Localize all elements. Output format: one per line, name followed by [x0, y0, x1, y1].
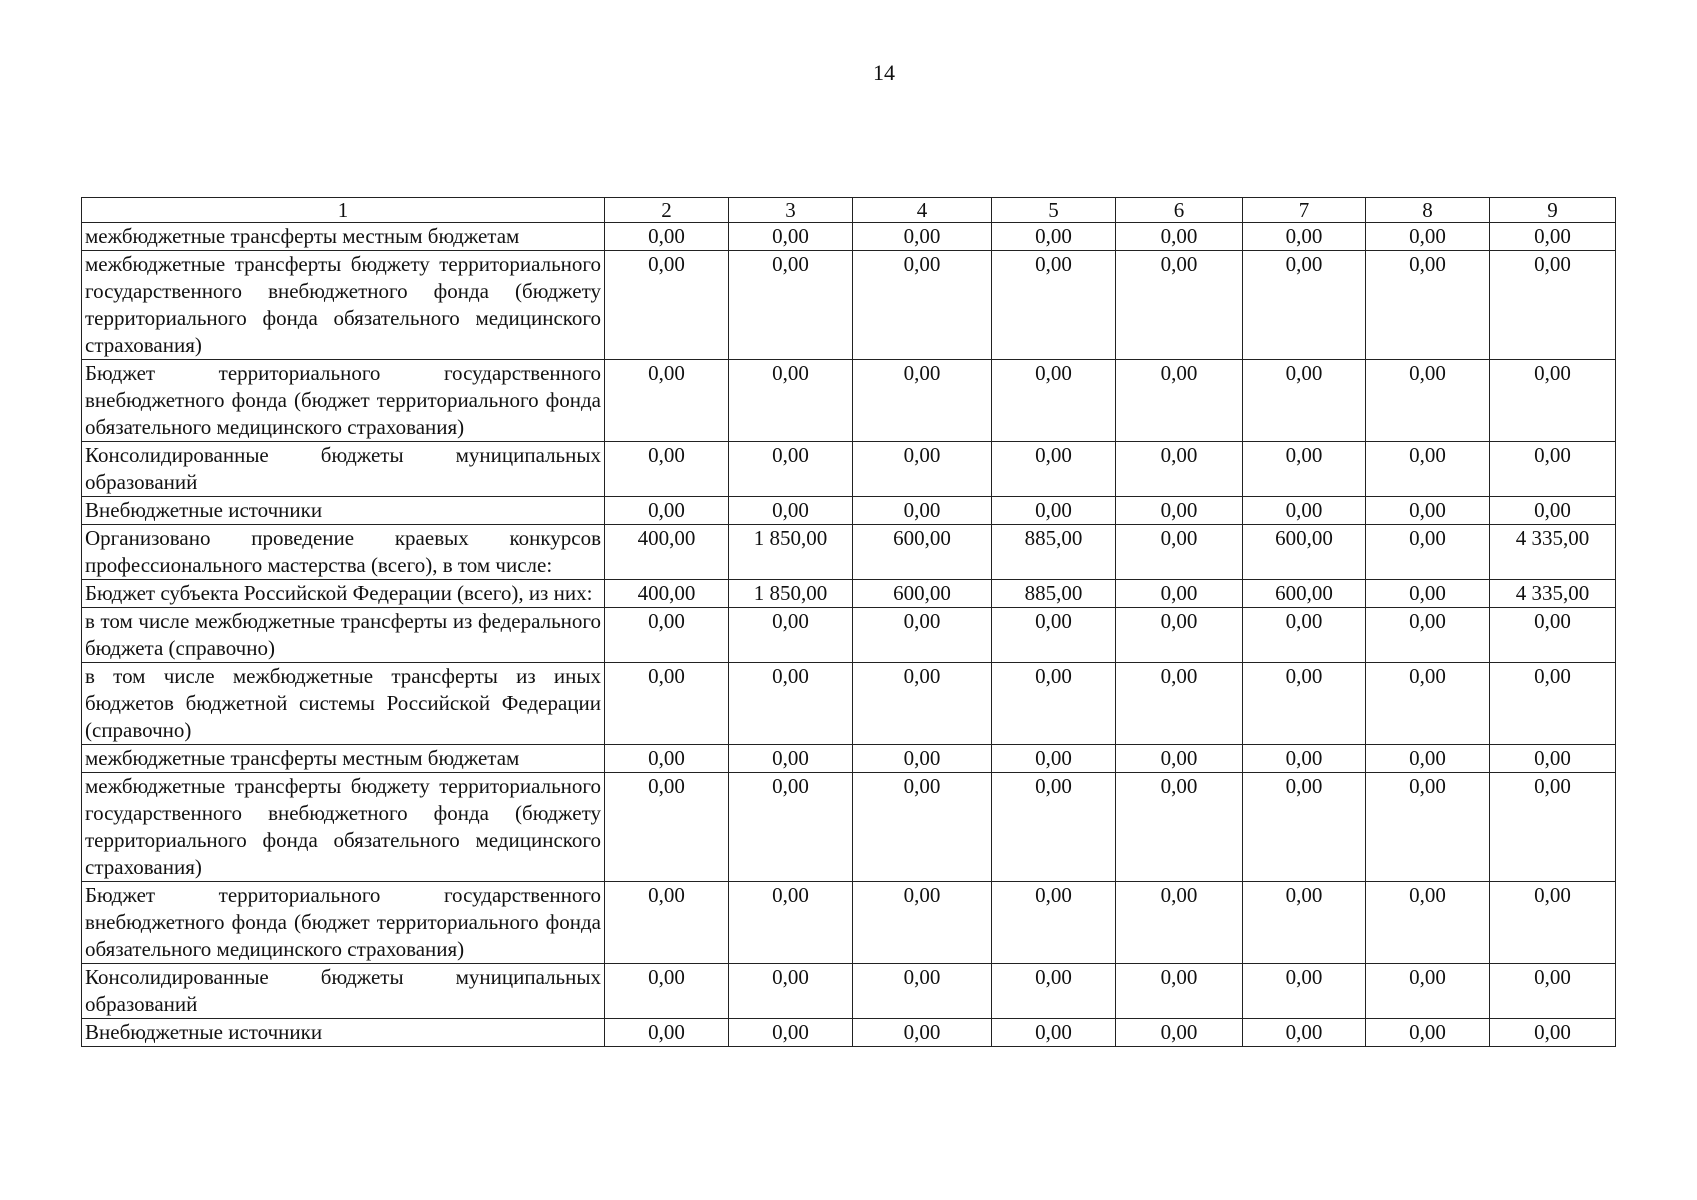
row-value: 0,00	[1366, 442, 1490, 497]
column-header: 4	[853, 198, 992, 223]
row-value: 0,00	[1243, 608, 1366, 663]
row-value: 0,00	[729, 882, 853, 964]
row-value: 0,00	[1243, 882, 1366, 964]
row-value: 400,00	[605, 525, 729, 580]
row-label: Внебюджетные источники	[82, 497, 605, 525]
row-value: 0,00	[853, 745, 992, 773]
row-value: 0,00	[1366, 964, 1490, 1019]
column-header: 1	[82, 198, 605, 223]
row-value: 0,00	[1116, 745, 1243, 773]
row-value: 0,00	[992, 745, 1116, 773]
row-value: 0,00	[992, 497, 1116, 525]
row-value: 885,00	[992, 580, 1116, 608]
budget-table	[81, 197, 1616, 1047]
row-value: 0,00	[992, 223, 1116, 251]
row-value: 0,00	[853, 608, 992, 663]
row-value: 885,00	[992, 525, 1116, 580]
row-value: 0,00	[1116, 360, 1243, 442]
row-value: 0,00	[1490, 360, 1616, 442]
row-value: 600,00	[853, 580, 992, 608]
row-value: 0,00	[729, 360, 853, 442]
row-value: 0,00	[1490, 608, 1616, 663]
row-value: 0,00	[1116, 773, 1243, 882]
row-value: 0,00	[1490, 223, 1616, 251]
row-value: 0,00	[1116, 663, 1243, 745]
table-row	[82, 663, 1616, 745]
row-value: 0,00	[1490, 1019, 1616, 1047]
table-header-row	[82, 198, 1616, 223]
row-value: 0,00	[992, 882, 1116, 964]
row-value: 0,00	[992, 251, 1116, 360]
column-header: 2	[605, 198, 729, 223]
row-value: 0,00	[1116, 608, 1243, 663]
row-value: 0,00	[992, 1019, 1116, 1047]
row-value: 0,00	[1243, 745, 1366, 773]
row-value: 0,00	[605, 663, 729, 745]
row-value: 0,00	[1243, 360, 1366, 442]
row-value: 0,00	[1366, 882, 1490, 964]
row-value: 0,00	[605, 608, 729, 663]
row-value: 0,00	[1116, 964, 1243, 1019]
row-value: 0,00	[729, 608, 853, 663]
row-value: 0,00	[1116, 525, 1243, 580]
row-value: 1 850,00	[729, 525, 853, 580]
row-value: 0,00	[992, 608, 1116, 663]
row-value: 0,00	[992, 663, 1116, 745]
row-value: 0,00	[1490, 442, 1616, 497]
row-value: 0,00	[605, 882, 729, 964]
row-label: Бюджет территориального государственного внебюджетного фонда (бюджет территориального фонда обязательного медицинского страхования)	[82, 882, 605, 964]
row-value: 0,00	[1366, 1019, 1490, 1047]
row-value: 0,00	[1243, 497, 1366, 525]
row-value: 0,00	[1116, 442, 1243, 497]
row-value: 0,00	[1490, 497, 1616, 525]
table-body	[82, 223, 1616, 1047]
row-value: 0,00	[729, 223, 853, 251]
row-value: 0,00	[992, 964, 1116, 1019]
row-value: 0,00	[605, 497, 729, 525]
column-header: 9	[1490, 198, 1616, 223]
row-value: 0,00	[992, 360, 1116, 442]
row-label: межбюджетные трансферты местным бюджетам	[82, 223, 605, 251]
row-value: 0,00	[853, 223, 992, 251]
row-label: Внебюджетные источники	[82, 1019, 605, 1047]
row-value: 0,00	[853, 663, 992, 745]
column-header: 5	[992, 198, 1116, 223]
row-value: 0,00	[853, 251, 992, 360]
row-value: 0,00	[853, 442, 992, 497]
row-value: 0,00	[1366, 663, 1490, 745]
column-header: 6	[1116, 198, 1243, 223]
table-row	[82, 1019, 1616, 1047]
row-value: 0,00	[1366, 251, 1490, 360]
row-label: Организовано проведение краевых конкурсов профессионального мастерства (всего), в том числе:	[82, 525, 605, 580]
row-label: Консолидированные бюджеты муниципальных образований	[82, 442, 605, 497]
table-row	[82, 251, 1616, 360]
row-value: 0,00	[605, 442, 729, 497]
row-value: 0,00	[605, 964, 729, 1019]
row-value: 0,00	[1366, 223, 1490, 251]
row-value: 0,00	[1243, 223, 1366, 251]
row-value: 0,00	[605, 1019, 729, 1047]
table-row	[82, 223, 1616, 251]
row-value: 0,00	[1490, 882, 1616, 964]
row-value: 0,00	[1116, 251, 1243, 360]
table-row	[82, 882, 1616, 964]
row-value: 600,00	[1243, 525, 1366, 580]
row-value: 0,00	[1243, 1019, 1366, 1047]
row-value: 0,00	[729, 773, 853, 882]
row-label: в том числе межбюджетные трансферты из иных бюджетов бюджетной системы Российской Федерации (справочно)	[82, 663, 605, 745]
row-value: 0,00	[1116, 1019, 1243, 1047]
row-label: Бюджет территориального государственного внебюджетного фонда (бюджет территориального фонда обязательного медицинского страхования)	[82, 360, 605, 442]
table-row	[82, 525, 1616, 580]
row-value: 0,00	[992, 442, 1116, 497]
row-value: 0,00	[729, 663, 853, 745]
row-label: межбюджетные трансферты бюджету территориального государственного внебюджетного фонда (бюджету территориального фонда обязательного медицинского страхования)	[82, 251, 605, 360]
row-value: 0,00	[729, 745, 853, 773]
row-value: 0,00	[729, 442, 853, 497]
row-value: 0,00	[1490, 773, 1616, 882]
row-value: 0,00	[1243, 251, 1366, 360]
row-value: 0,00	[1116, 497, 1243, 525]
table-row	[82, 773, 1616, 882]
table-row	[82, 745, 1616, 773]
row-value: 4 335,00	[1490, 525, 1616, 580]
row-value: 0,00	[1243, 663, 1366, 745]
row-label: межбюджетные трансферты бюджету территориального государственного внебюджетного фонда (бюджету территориального фонда обязательного медицинского страхования)	[82, 773, 605, 882]
row-value: 0,00	[1366, 360, 1490, 442]
row-value: 400,00	[605, 580, 729, 608]
row-value: 0,00	[1366, 497, 1490, 525]
row-value: 0,00	[853, 497, 992, 525]
row-value: 0,00	[729, 964, 853, 1019]
row-value: 0,00	[605, 251, 729, 360]
row-value: 0,00	[1243, 442, 1366, 497]
row-label: межбюджетные трансферты местным бюджетам	[82, 745, 605, 773]
row-value: 600,00	[853, 525, 992, 580]
row-value: 0,00	[1490, 663, 1616, 745]
row-value: 0,00	[605, 745, 729, 773]
row-value: 0,00	[853, 773, 992, 882]
row-value: 0,00	[1366, 580, 1490, 608]
row-value: 0,00	[1116, 580, 1243, 608]
table-row	[82, 360, 1616, 442]
row-label: Бюджет субъекта Российской Федерации (всего), из них:	[82, 580, 605, 608]
row-value: 1 850,00	[729, 580, 853, 608]
row-label: в том числе межбюджетные трансферты из федерального бюджета (справочно)	[82, 608, 605, 663]
column-header: 7	[1243, 198, 1366, 223]
column-header: 8	[1366, 198, 1490, 223]
row-value: 0,00	[853, 882, 992, 964]
row-value: 0,00	[729, 251, 853, 360]
row-value: 0,00	[605, 360, 729, 442]
row-value: 0,00	[1243, 964, 1366, 1019]
row-value: 0,00	[1116, 882, 1243, 964]
row-value: 4 335,00	[1490, 580, 1616, 608]
row-label: Консолидированные бюджеты муниципальных образований	[82, 964, 605, 1019]
row-value: 0,00	[853, 964, 992, 1019]
row-value: 0,00	[605, 773, 729, 882]
row-value: 0,00	[1366, 745, 1490, 773]
page-number: 14	[873, 60, 895, 85]
row-value: 0,00	[729, 497, 853, 525]
row-value: 0,00	[853, 1019, 992, 1047]
row-value: 0,00	[1366, 608, 1490, 663]
row-value: 0,00	[992, 773, 1116, 882]
row-value: 0,00	[853, 360, 992, 442]
row-value: 0,00	[605, 223, 729, 251]
table-row	[82, 580, 1616, 608]
row-value: 0,00	[1490, 251, 1616, 360]
row-value: 0,00	[1243, 773, 1366, 882]
table-row	[82, 608, 1616, 663]
row-value: 0,00	[1116, 223, 1243, 251]
column-header: 3	[729, 198, 853, 223]
row-value: 0,00	[729, 1019, 853, 1047]
table-row	[82, 964, 1616, 1019]
row-value: 600,00	[1243, 580, 1366, 608]
row-value: 0,00	[1366, 525, 1490, 580]
table-row	[82, 442, 1616, 497]
row-value: 0,00	[1490, 745, 1616, 773]
table-row	[82, 497, 1616, 525]
row-value: 0,00	[1366, 773, 1490, 882]
row-value: 0,00	[1490, 964, 1616, 1019]
